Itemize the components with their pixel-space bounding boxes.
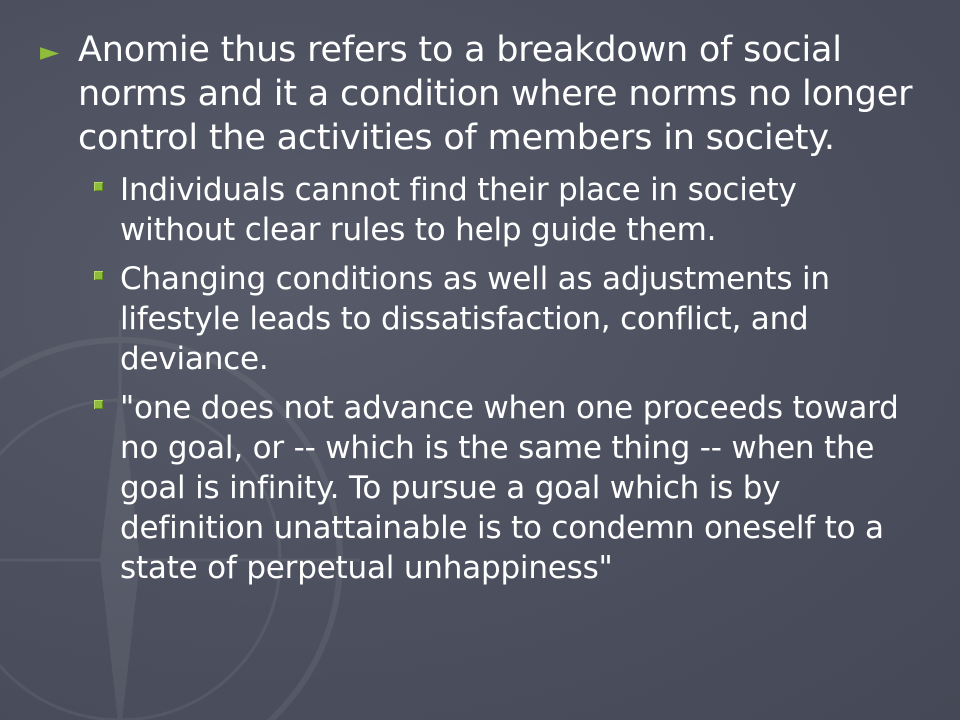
sub-bullet-text: Changing conditions as well as adjustments in lifestyle leads to dissatisfaction, conflict, and deviance. bbox=[120, 261, 830, 377]
square-bullet-icon bbox=[92, 170, 120, 210]
square-bullet-icon bbox=[92, 388, 120, 428]
main-bullet bbox=[40, 28, 920, 160]
sub-bullet-text: Individuals cannot find their place in society without clear rules to help guide them. bbox=[120, 172, 797, 248]
sub-bullet bbox=[92, 388, 920, 588]
sub-bullet-text: "one does not advance when one proceeds toward no goal, or -- which is the same thing -- when the goal is infinity. To pursue a goal which is by definition unattainable is to condemn oneself to a state of perpetual unhappiness" bbox=[120, 390, 899, 586]
main-bullet-text: Anomie thus refers to a breakdown of social norms and it a condition where norms no longer control the activities of members in society. bbox=[78, 30, 913, 158]
arrow-bullet-icon: ► bbox=[40, 37, 60, 66]
slide-content bbox=[40, 28, 920, 597]
square-bullet-icon bbox=[92, 259, 120, 299]
sub-bullet bbox=[92, 259, 920, 379]
sub-bullet bbox=[92, 170, 920, 250]
